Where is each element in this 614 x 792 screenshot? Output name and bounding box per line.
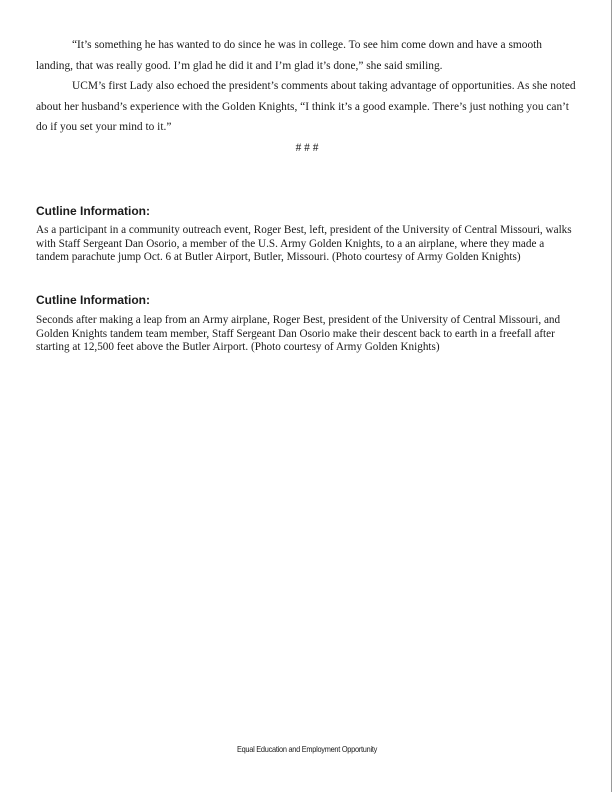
cutline-text-2: Seconds after making a leap from an Army airplane, Roger Best, president of the University of Central Missouri, and Golden Knights tandem team member, Staff Sergeant Dan Osorio make their descent back to earth in a freefall after starting at 12,500 feet above the Butler Airport. (Photo courtesy of Army Golden Knights) [36,314,561,354]
cutline-text-1: As a participant in a community outreach event, Roger Best, left, president of the University of Central Missouri, walks with Staff Sergeant Dan Osorio, a member of the U.S. Army Golden Knights, to a an airplane, where they made a tandem parachute jump Oct. 6 at Butler Airport, Butler, Missouri. (Photo courtesy of Army Golden Knights) [36,224,572,264]
cutline-heading-1: Cutline Information: [36,204,150,218]
cutline-heading-2: Cutline Information: [36,293,150,307]
body-paragraph-quote: “It’s something he has wanted to do since he was in college. To see him come down and have a smooth landing, that was really good. I’m glad he did it and I’m glad it’s done,” she said smiling. [36,39,543,72]
footer-equal-opportunity: Equal Education and Employment Opportunity [236,744,378,754]
body-paragraph-first-lady: UCM’s first Lady also echoed the president’s comments about taking advantage of opportunities. As she noted about her husband’s experience with the Golden Knights, “I think it’s a good example. There’s just nothing you can’t do if you set your mind to it.” [36,80,576,133]
end-of-release-mark: # # # [295,142,319,154]
